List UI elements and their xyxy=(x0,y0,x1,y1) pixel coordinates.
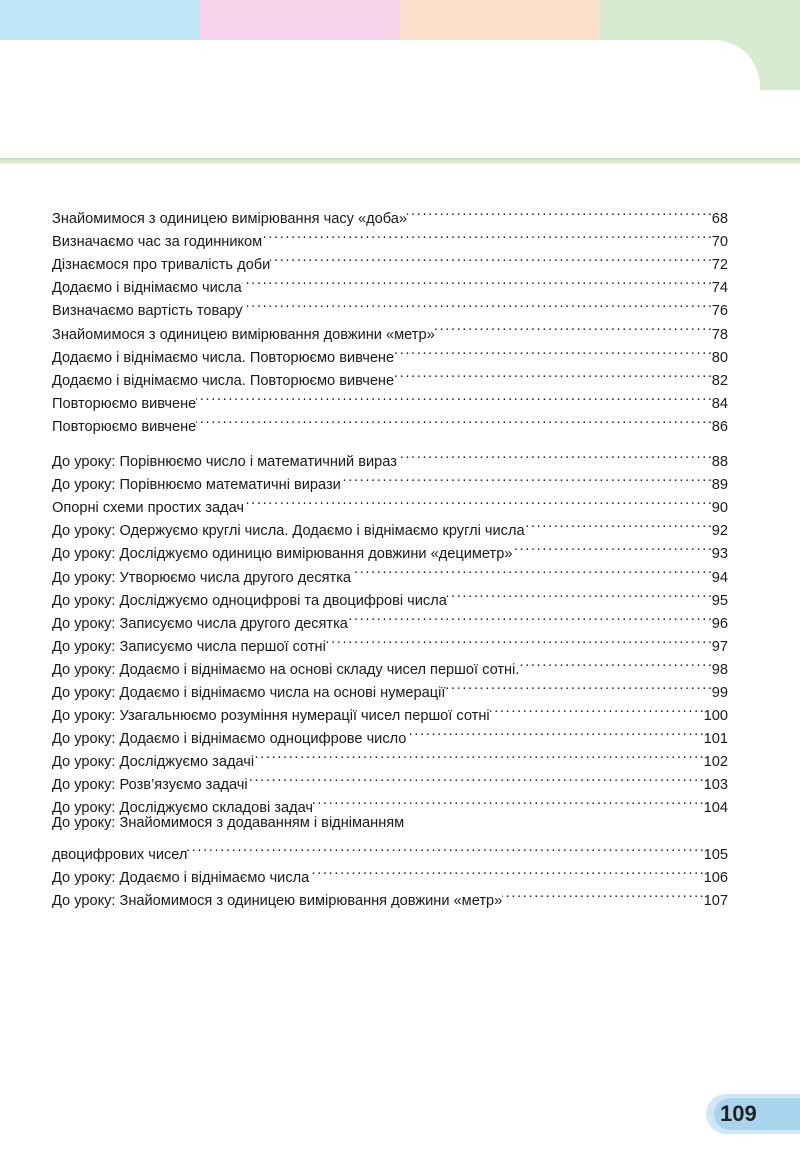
toc-leader-dots xyxy=(262,223,712,246)
toc-leader-dots xyxy=(196,408,711,431)
toc-entry-title: Знайомимося з одиницею вимірювання часу «доба» xyxy=(52,211,407,228)
toc-leader-dots xyxy=(326,628,712,651)
top-color-strip xyxy=(0,0,800,40)
toc-entry-title: До уроку: Записуємо числа першої сотні xyxy=(52,638,326,655)
toc-leader-dots xyxy=(187,836,703,859)
toc-entry[interactable] xyxy=(52,443,728,471)
toc-entry-page: 96 xyxy=(711,615,728,632)
toc-leader-dots xyxy=(407,200,712,223)
toc-leader-dots xyxy=(248,766,704,789)
toc-leader-dots xyxy=(519,651,711,674)
toc-entry-title: Додаємо і віднімаємо числа. Повторюємо вивчене xyxy=(52,349,395,366)
strip-blue xyxy=(0,0,200,40)
toc-entry-title: До уроку: Утворюємо числа другого десятка xyxy=(52,569,352,586)
toc-entry-page: 88 xyxy=(711,454,728,471)
toc-entry-title: До уроку: Досліджуємо складові задач xyxy=(52,800,314,817)
toc-entry-title: Визначаємо вартість товару xyxy=(52,303,243,320)
toc-entry-title-line2: двоцифрових чисел xyxy=(52,846,188,863)
toc-leader-dots xyxy=(445,674,711,697)
toc-entry-title: До уроку: Знайомимося з одиницею вимірювання довжини «метр» xyxy=(52,892,503,909)
toc-entry-title: До уроку: Порівнюємо математичні вирази xyxy=(52,477,341,494)
toc-entry[interactable] xyxy=(52,200,728,228)
toc-entry-title: До уроку: Додаємо і віднімаємо одноцифрове число xyxy=(52,731,407,748)
toc-entry-page: 107 xyxy=(703,892,728,909)
toc-leader-dots xyxy=(490,697,704,720)
toc-entry-title: До уроку: Записуємо числа другого десятка xyxy=(52,615,348,632)
toc-leader-dots xyxy=(309,859,703,882)
toc-entry-page: 93 xyxy=(711,546,728,563)
toc-entry-title: Визначаємо час за годинником xyxy=(52,234,263,251)
toc-entry-page: 76 xyxy=(711,303,728,320)
toc-entry-page: 70 xyxy=(711,234,728,251)
toc-entry-page: 95 xyxy=(711,592,728,609)
toc-entry-page: 89 xyxy=(711,477,728,494)
toc-group-2 xyxy=(52,443,728,909)
toc-entry-page: 102 xyxy=(703,754,728,771)
toc-entry-page: 82 xyxy=(711,372,728,389)
toc-leader-dots xyxy=(502,882,703,905)
toc-entry-page: 106 xyxy=(703,869,728,886)
toc-leader-dots xyxy=(351,558,712,581)
toc-entry-page: 86 xyxy=(711,418,728,435)
toc-entry-title: До уроку: Додаємо і віднімаємо числа на основі нумерації xyxy=(52,684,446,701)
toc-leader-dots xyxy=(394,339,712,362)
toc-group-1 xyxy=(52,200,728,435)
toc-entry-page: 101 xyxy=(703,731,728,748)
toc-entry-title: До уроку: Порівнюємо число і математичний вираз xyxy=(52,454,397,471)
toc-entry-title: До уроку: Розв’язуємо задачі xyxy=(52,777,248,794)
toc-leader-dots xyxy=(512,535,711,558)
toc-leader-dots xyxy=(196,385,711,408)
toc-entry-title: Дізнаємося про тривалість доби xyxy=(52,257,271,274)
toc-entry-page: 103 xyxy=(703,777,728,794)
toc-entry-title: До уроку: Досліджуємо задачі xyxy=(52,754,255,771)
toc-entry-title: До уроку: Додаємо і віднімаємо на основі складу чисел першої сотні. xyxy=(52,661,520,678)
toc-entry-page: 78 xyxy=(711,326,728,343)
toc-leader-dots xyxy=(270,246,712,269)
toc-entry-title: Опорні схеми простих задач xyxy=(52,500,244,517)
toc-entry-page: 97 xyxy=(711,638,728,655)
toc-entry-page: 94 xyxy=(711,569,728,586)
toc-entry-title: До уроку: Узагальнюємо розуміння нумерації чисел першої сотні xyxy=(52,708,490,725)
toc-entry-page: 105 xyxy=(703,846,728,863)
toc-entry-page: 100 xyxy=(703,708,728,725)
toc-entry-page: 84 xyxy=(711,395,728,412)
toc-entry-title-line1: До уроку: Знайомимося з додаванням і відніманням xyxy=(52,815,405,832)
toc-entry-page: 72 xyxy=(711,257,728,274)
toc-entry-page: 80 xyxy=(711,349,728,366)
table-of-contents xyxy=(52,200,728,909)
toc-leader-dots xyxy=(242,292,711,315)
toc-leader-dots xyxy=(313,789,704,812)
toc-entry-title: Знайомимося з одиницею вимірювання довжини «метр» xyxy=(52,326,435,343)
toc-leader-dots xyxy=(394,362,712,385)
toc-entry-title: Додаємо і віднімаємо числа xyxy=(52,280,242,297)
toc-leader-dots xyxy=(447,582,712,605)
toc-entry-title: Додаємо і віднімаємо числа. Повторюємо вивчене xyxy=(52,372,395,389)
toc-entry-title: Повторюємо вивчене xyxy=(52,418,197,435)
toc-entry-page: 90 xyxy=(711,500,728,517)
toc-leader-dots xyxy=(406,720,703,743)
toc-leader-dots xyxy=(525,512,712,535)
strip-peach xyxy=(400,0,600,40)
header-rule xyxy=(0,158,800,164)
toc-entry-page: 99 xyxy=(711,684,728,701)
page-number: 109 xyxy=(720,1101,757,1126)
strip-pink xyxy=(200,0,400,40)
toc-entry-title: До уроку: Досліджуємо одноцифрові та двоцифрові числа xyxy=(52,592,447,609)
toc-leader-dots xyxy=(244,489,712,512)
toc-entry-title: До уроку: Одержуємо круглі числа. Додаємо і віднімаємо круглі числа xyxy=(52,523,525,540)
toc-entry-page: 92 xyxy=(711,523,728,540)
toc-leader-dots xyxy=(348,605,712,628)
toc-entry-title: До уроку: Досліджуємо одиницю вимірювання довжини «дециметр» xyxy=(52,546,513,563)
toc-entry-page: 68 xyxy=(711,211,728,228)
toc-entry-title: До уроку: Додаємо і віднімаємо числа xyxy=(52,869,310,886)
toc-entry-page: 74 xyxy=(711,280,728,297)
toc-entry-wrapped[interactable] xyxy=(52,812,728,863)
toc-leader-dots xyxy=(341,466,712,489)
toc-entry-page: 104 xyxy=(703,800,728,817)
toc-entry-title: Повторюємо вивчене xyxy=(52,395,197,412)
toc-leader-dots xyxy=(435,315,712,338)
toc-leader-dots xyxy=(254,743,704,766)
toc-leader-dots xyxy=(397,443,712,466)
toc-entry-page: 98 xyxy=(711,661,728,678)
toc-leader-dots xyxy=(242,269,712,292)
header-panel xyxy=(0,40,760,160)
toc-entry-line2 xyxy=(52,836,728,863)
